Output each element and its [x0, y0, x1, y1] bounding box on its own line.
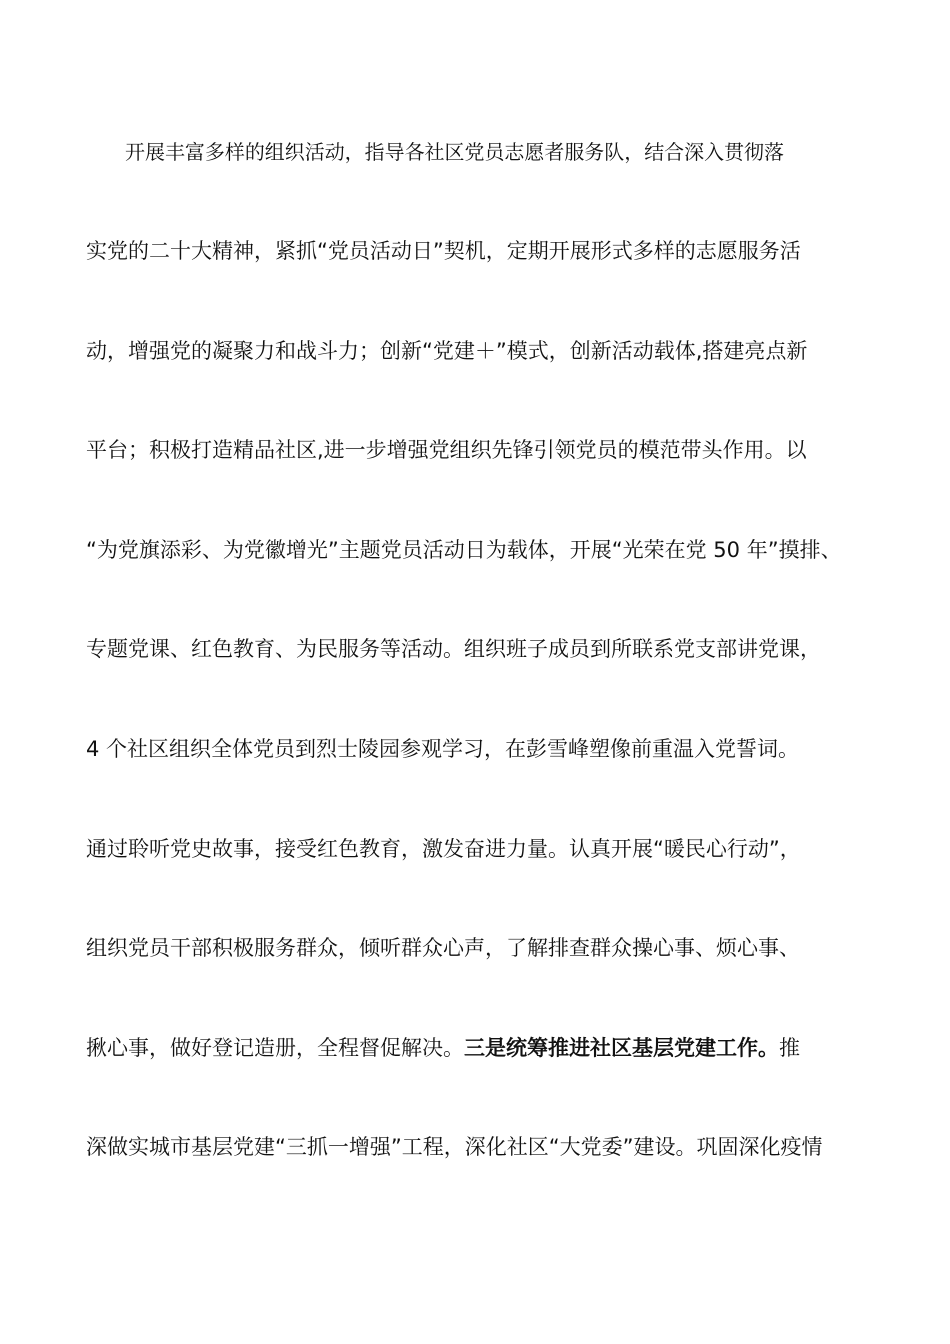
- section-heading-inline: 三是统筹推进社区基层党建工作。: [464, 1036, 779, 1060]
- paragraph-line-2: 实党的二十大精神，紧抓“党员活动日”契机，定期开展形式多样的志愿服务活: [86, 239, 801, 263]
- paragraph-line-9: 组织党员干部积极服务群众，倾听群众心声，了解排查群众操心事、烦心事、: [86, 936, 800, 960]
- paragraph-line-6: 专题党课、红色教育、为民服务等活动。组织班子成员到所联系党支部讲党课，: [86, 637, 821, 661]
- paragraph-line-8: 通过聆听党史故事，接受红色教育，激发奋进力量。认真开展“暖民心行动”，: [86, 837, 801, 861]
- paragraph-line-1: 开展丰富多样的组织活动，指导各社区党员志愿者服务队，结合深入贯彻落: [125, 140, 784, 164]
- paragraph-line-3: 动，增强党的凝聚力和战斗力；创新“党建＋”模式，创新活动载体,搭建亮点新: [86, 339, 808, 363]
- line-10-text-start: 揪心事，做好登记造册，全程督促解决。: [86, 1036, 464, 1060]
- paragraph-line-11: 深做实城市基层党建“三抓一增强”工程，深化社区“大党委”建设。巩固深化疫情: [86, 1135, 823, 1159]
- line-10-text-end: 推: [779, 1036, 800, 1060]
- paragraph-line-5: “为党旗添彩、为党徽增光”主题党员活动日为载体，开展“光荣在党 50 年”摸排、: [86, 538, 842, 562]
- paragraph-line-10: [86, 1032, 886, 1064]
- paragraph-line-4: 平台；积极打造精品社区,进一步增强党组织先锋引领党员的模范带头作用。以: [86, 438, 807, 462]
- paragraph-line-7: 4 个社区组织全体党员到烈士陵园参观学习，在彭雪峰塑像前重温入党誓词。: [86, 737, 800, 761]
